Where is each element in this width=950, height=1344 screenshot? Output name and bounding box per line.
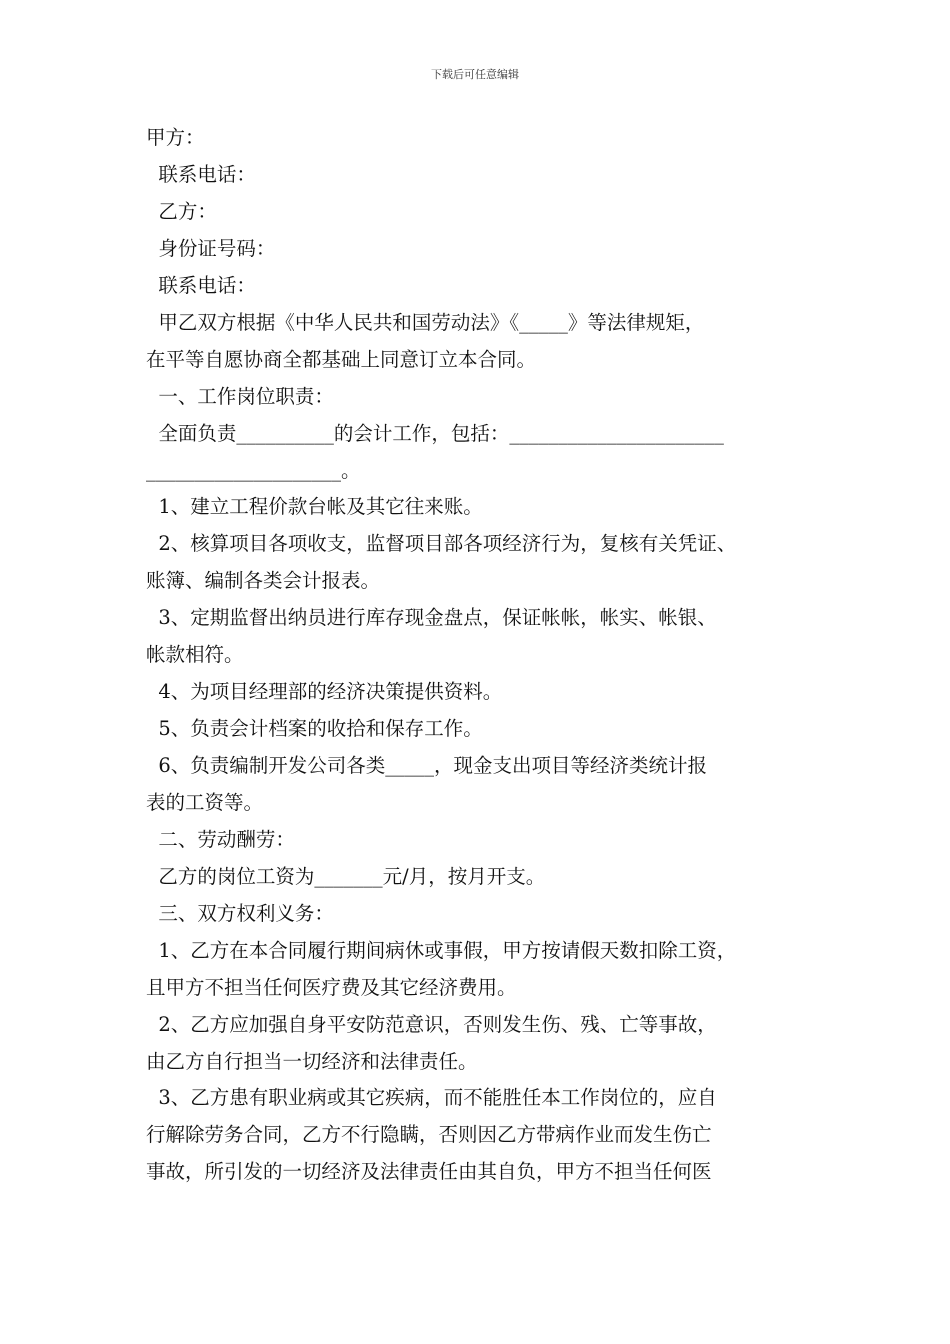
text-line: 4、为项目经理部的经济决策提供资料。 bbox=[146, 680, 503, 703]
text-line: 5、负责会计档案的收拾和保存工作。 bbox=[146, 717, 483, 740]
text-line: 2、核算项目各项收支，监督项目部各项经济行为，复核有关凭证、 bbox=[146, 532, 737, 555]
text-line: 1、乙方在本合同履行期间病休或事假，甲方按请假天数扣除工资， bbox=[146, 939, 737, 962]
text-line: 3、乙方患有职业病或其它疾病，而不能胜任本工作岗位的，应自 bbox=[146, 1086, 717, 1109]
text-line: 甲方： bbox=[146, 126, 205, 149]
text-line: 二、劳动酬劳： bbox=[146, 828, 295, 851]
text-line: 3、定期监督出纳员进行库存现金盘点，保证帐帐，帐实、帐银、 bbox=[146, 606, 717, 629]
text-line: 帐款相符。 bbox=[146, 643, 244, 666]
text-line: 表的工资等。 bbox=[146, 791, 264, 814]
text-line: 身份证号码： bbox=[146, 237, 276, 260]
text-line: 2、乙方应加强自身平安防范意识，否则发生伤、残、亡等事故， bbox=[146, 1013, 717, 1036]
text-line: 事故，所引发的一切经济及法律责任由其自负，甲方不担当任何医 bbox=[146, 1160, 712, 1183]
text-line: 甲乙双方根据《中华人民共和国劳动法》《_____》等法律规矩， bbox=[146, 311, 705, 334]
text-line: 三、双方权利义务： bbox=[146, 902, 334, 925]
text-line: 行解除劳务合同，乙方不行隐瞒，否则因乙方带病作业而发生伤亡 bbox=[146, 1123, 712, 1146]
text-line: 乙方： bbox=[146, 200, 217, 223]
text-line: 由乙方自行担当一切经济和法律责任。 bbox=[146, 1050, 478, 1073]
text-line: 乙方的岗位工资为_______元/月，按月开支。 bbox=[146, 865, 546, 888]
text-line: 在平等自愿协商全都基础上同意订立本合同。 bbox=[146, 348, 537, 371]
text-line: 一、工作岗位职责： bbox=[146, 385, 334, 408]
text-line: 1、建立工程价款台帐及其它往来账。 bbox=[146, 495, 483, 518]
text-line: ____________________。 bbox=[146, 459, 361, 482]
text-line: 联系电话： bbox=[146, 163, 256, 186]
text-line: 6、负责编制开发公司各类_____，现金支出项目等经济类统计报 bbox=[146, 754, 708, 777]
text-line: 联系电话： bbox=[146, 274, 256, 297]
text-line: 全面负责__________的会计工作，包括：______________________ bbox=[146, 422, 724, 445]
page-header: 下载后可任意编辑 bbox=[431, 68, 519, 81]
text-line: 且甲方不担当任何医疗费及其它经济费用。 bbox=[146, 976, 517, 999]
text-line: 账簿、编制各类会计报表。 bbox=[146, 569, 381, 592]
